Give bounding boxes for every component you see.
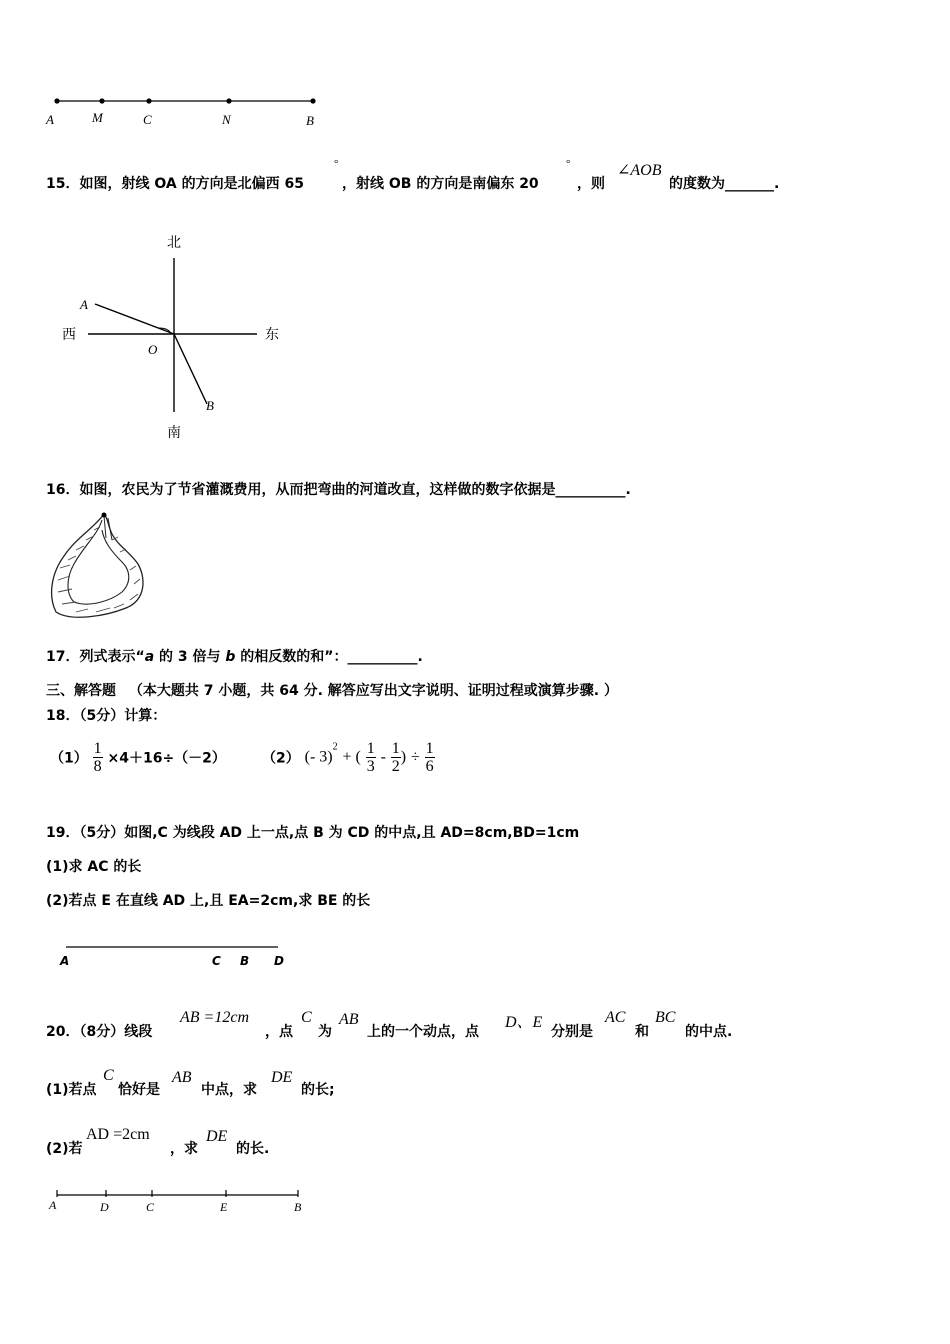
q18-p1-fraction xyxy=(93,740,103,775)
question-19-title: 19．（5分）如图,C 为线段 AD 上一点,点 B 为 CD 的中点,且 AD=8cm,BD=1cm xyxy=(46,825,580,841)
q18-p2-divide: ÷ xyxy=(411,748,420,766)
q20-text-4: 分别是 xyxy=(551,1024,593,1040)
q15-suffix: 的度数为_______. xyxy=(669,176,780,192)
question-19-part-2: (2)若点 E 在直线 AD 上,且 EA=2cm,求 BE 的长 xyxy=(46,893,371,909)
segment-figure-q19 xyxy=(60,940,290,954)
label-n: N xyxy=(222,112,231,127)
question-18-title: 18．（5分）计算： xyxy=(46,708,167,724)
q20-part-1-a: (1)若点 xyxy=(46,1082,97,1098)
q17-var-b: b xyxy=(225,649,236,665)
q18-p2-label: （2） xyxy=(262,750,300,767)
point-n xyxy=(226,98,231,103)
river-marker xyxy=(102,513,107,518)
label-c: C xyxy=(212,954,221,968)
fraction-numerator: 1 xyxy=(391,740,400,757)
q17-part-3: 的相反数的和”：__________. xyxy=(235,649,423,665)
q18-p1-rest: ×4＋16÷（－2） xyxy=(107,750,226,767)
question-19-part-1: (1)求 AC 的长 xyxy=(46,859,142,875)
point-b xyxy=(310,98,315,103)
label-b: B xyxy=(206,398,214,413)
q18-part-1 xyxy=(50,740,226,775)
q20-part-2-b: ，求 xyxy=(170,1141,198,1157)
q15-degree-1: ° xyxy=(334,158,339,170)
q18-p2-fraction-3 xyxy=(425,740,435,775)
q17-part-2: 的 3 倍与 xyxy=(154,649,226,665)
river-straight-channel xyxy=(104,516,112,540)
q18-p2-fraction-1 xyxy=(366,740,376,775)
direction-south: 南 xyxy=(167,425,181,441)
q20-segment-ab: AB xyxy=(339,1011,359,1028)
q18-p2-base: (- 3) xyxy=(304,748,333,766)
label-c: C xyxy=(143,112,152,127)
direction-west: 西 xyxy=(62,327,76,343)
q20-segment-bc: BC xyxy=(655,1009,676,1026)
q17-part-1: 17．列式表示“ xyxy=(46,649,145,665)
label-b: B xyxy=(306,113,314,128)
q20-text-1: ，点 xyxy=(265,1024,293,1040)
label-b: B xyxy=(240,954,250,968)
label-a: A xyxy=(80,297,88,312)
q18-p2-fraction-2 xyxy=(391,740,401,775)
q20-part-2-c: 的长. xyxy=(236,1141,270,1157)
q20-segment-ac: AC xyxy=(605,1009,626,1026)
q18-p2-exponent: 2 xyxy=(332,741,338,753)
q20-text-2: 为 xyxy=(318,1024,332,1040)
q15-angle-aob: ∠AOB xyxy=(617,162,662,179)
ray-oa xyxy=(95,304,174,334)
q20-text-3: 上的一个动点，点 xyxy=(367,1024,479,1040)
q20-point-c: C xyxy=(301,1009,312,1026)
fraction-denominator: 2 xyxy=(391,758,400,775)
question-16: 16．如图，农民为了节省灌溉费用，从而把弯曲的河道改直，这样做的数字依据是__________. xyxy=(46,482,631,498)
compass-figure-q15 xyxy=(55,230,295,445)
q20-part-1-de: DE xyxy=(271,1069,293,1086)
segment-figure-q14 xyxy=(45,92,335,132)
question-17 xyxy=(46,648,423,666)
q20-text-6: 的中点. xyxy=(685,1024,733,1040)
direction-north: 北 xyxy=(167,235,181,251)
label-c: C xyxy=(146,1200,155,1214)
fraction-denominator: 3 xyxy=(366,758,375,775)
label-b: B xyxy=(294,1200,302,1214)
fraction-denominator: 8 xyxy=(93,758,102,775)
section-3-title: 三、解答题 xyxy=(46,683,116,699)
q20-part-1-ab: AB xyxy=(172,1069,192,1086)
q20-part-2-de: DE xyxy=(206,1128,228,1145)
fraction-numerator: 1 xyxy=(366,740,375,757)
q15-mid: ，射线 OB 的方向是南偏东 20 xyxy=(342,176,539,192)
q18-p1-label: （1） xyxy=(50,750,88,767)
point-c xyxy=(146,98,151,103)
point-a xyxy=(54,98,59,103)
label-d: D xyxy=(100,1200,109,1214)
label-a: A xyxy=(60,954,70,968)
q20-part-1-b: 恰好是 xyxy=(118,1082,160,1098)
label-a: A xyxy=(46,112,54,127)
section-3-note: （本大题共 7 小题，共 64 分. 解答应写出文字说明、证明过程或演算步骤. ） xyxy=(128,683,618,699)
segment-figure-q20 xyxy=(50,1186,310,1200)
label-o: O xyxy=(148,342,158,357)
q20-part-1-d: 中点，求 xyxy=(201,1082,257,1098)
label-d: D xyxy=(274,954,284,968)
ray-ob xyxy=(174,334,207,404)
q15-prefix: 15．如图，射线 OA 的方向是北偏西 65 xyxy=(46,176,304,192)
label-e: E xyxy=(220,1200,228,1214)
q20-part-1-e: 的长; xyxy=(301,1082,335,1098)
q17-var-a: a xyxy=(144,649,155,665)
q20-part-2-ad: AD =2cm xyxy=(86,1126,150,1143)
q20-prefix: 20．（8分）线段 xyxy=(46,1024,153,1040)
river-inner-bank xyxy=(68,520,129,604)
point-m xyxy=(99,98,104,103)
q20-points-de: D、E xyxy=(505,1014,543,1031)
q15-degree-2: ° xyxy=(566,158,571,170)
fraction-numerator: 1 xyxy=(93,740,102,757)
q20-text-5: 和 xyxy=(635,1024,649,1040)
q20-part-1-c: C xyxy=(103,1067,114,1084)
q20-ab-equation: AB =12cm xyxy=(180,1009,249,1026)
q18-p2-close: ) xyxy=(400,748,407,766)
river-figure-q16 xyxy=(46,508,156,626)
label-a: A xyxy=(49,1198,57,1212)
fraction-denominator: 6 xyxy=(425,758,434,775)
q18-p2-plus: + ( xyxy=(342,748,361,766)
question-15 xyxy=(46,175,304,193)
label-m: M xyxy=(92,110,103,125)
q18-p2-minus: - xyxy=(380,748,386,766)
fraction-numerator: 1 xyxy=(425,740,434,757)
section-3-heading xyxy=(46,682,618,700)
q20-part-2-a: (2)若 xyxy=(46,1141,83,1157)
q18-part-2 xyxy=(262,740,435,775)
q15-mid2: ，则 xyxy=(577,176,605,192)
direction-east: 东 xyxy=(265,327,279,343)
